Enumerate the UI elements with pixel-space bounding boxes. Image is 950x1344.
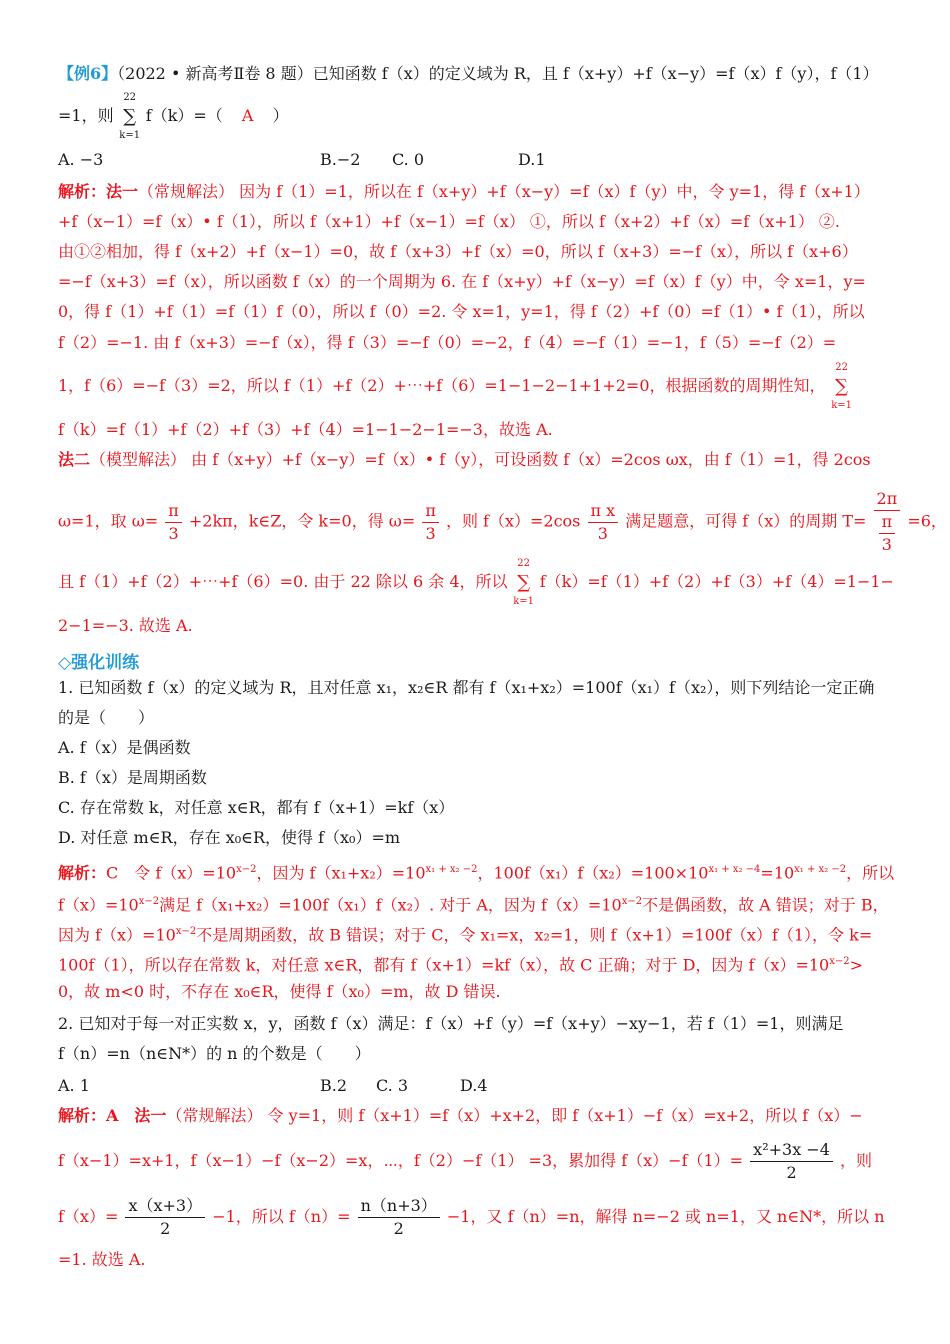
exponent: x−2: [175, 926, 197, 937]
solution-text: f（k）=f（1）+f（2）+f（3）+f（4）=1−1−: [539, 572, 894, 591]
solution-head: 解析：: [58, 863, 107, 883]
exponent: x₁ + x₂ −2: [794, 864, 847, 875]
denominator: 2: [786, 1163, 797, 1182]
solution-text: 不是偶函数，故 A 错误；对于 B，: [642, 895, 889, 915]
solution-text: ，则 f（x）=2cos: [445, 511, 581, 531]
solution-2-line-3: [58, 1190, 885, 1244]
denominator: 3: [597, 523, 608, 543]
option-a: A. 1: [58, 1076, 90, 1095]
fraction-pi-over-3: [165, 500, 182, 545]
numerator: 2π: [874, 488, 901, 511]
exponent: x−2: [829, 956, 850, 967]
solution-text: f（x）=10: [58, 895, 139, 915]
question-1-option-a: A. f（x）是偶函数: [58, 738, 191, 757]
fraction-pix-over-3: [588, 500, 619, 545]
solution-2-line-2: [58, 1134, 872, 1188]
numerator: n（n+3）: [358, 1195, 440, 1218]
question-2-line-2: f（n）=n（n∈N*）的 n 的个数是（ ）: [58, 1044, 371, 1063]
denominator: 2: [160, 1219, 171, 1238]
solution-1-line-3: [58, 920, 872, 947]
question-1-option-c: C. 存在常数 k，对任意 x∈R，都有 f（x+1）=kf（x）: [58, 798, 455, 817]
fraction-period: [874, 488, 901, 556]
example-stem-2a: =1，则: [58, 106, 114, 125]
solution-text: 不是周期函数，故 B 错误；对于 C，令 x₁=x，x₂=1，则 f（x+1）=100f（x）f（1），令 k=: [196, 925, 873, 945]
example-6-line-1: [58, 62, 879, 86]
solution-6-line-11: [58, 557, 894, 607]
summation-symbol: 22 ∑ k=1: [831, 361, 852, 411]
option-c: C. 3: [376, 1076, 409, 1095]
example-6-line-2: [58, 91, 289, 141]
solution-head: 解析：: [58, 1106, 107, 1125]
solution-text: ，因为 f（x₁+x₂）=10: [256, 863, 426, 883]
solution-1-line-4: [58, 950, 863, 977]
sum-upper: 22: [123, 91, 137, 103]
solution-text: （模型解法） 由 f（x+y）+f（x−y）=f（x）• f（y），可设函数 f（x）=2cos ωx，由 f（1）=1，得 2cos: [90, 450, 871, 469]
fraction: [750, 1139, 833, 1184]
exponent: x₁ + x₂ −2: [425, 864, 478, 875]
question-1-option-d: D. 对任意 m∈R，存在 x₀∈R，使得 f（x₀）=m: [58, 828, 401, 847]
question-1-option-b: B. f（x）是周期函数: [58, 768, 207, 787]
sum-lower: k=1: [119, 129, 141, 141]
exponent: x−2: [138, 896, 160, 907]
option-d: D.4: [460, 1076, 488, 1095]
solution-text: +2kπ，k∈Z，令 k=0，得 ω=: [188, 511, 416, 531]
solution-text: ，所以: [846, 863, 895, 883]
solution-text: f（x−1）=x+1，f（x−1）−f（x−2）=x，⋯，f（2）−f（1） =3，累加得 f（x）−f（1）=: [58, 1151, 744, 1170]
numerator: π x: [588, 500, 619, 523]
solution-6-line-3: 由①②相加，得 f（x+2）+f（x−1）=0，故 f（x+3）+f（x）=0，所以 f（x+3）=−f（x），所以 f（x+6）: [58, 242, 858, 261]
option-d: D.1: [518, 150, 546, 169]
solution-text: C 令 f（x）=10: [106, 863, 237, 883]
method-one-label: A 法一: [106, 1106, 167, 1125]
fraction: [358, 1195, 440, 1240]
solution-6-line-12: 2−1=−3. 故选 A.: [58, 616, 193, 635]
denominator: [874, 511, 901, 556]
exponent: x₁ + x₂ −4: [708, 864, 761, 875]
solution-6-line-6: f（2）=−1. 由 f（x+3）=−f（x），得 f（3）=−f（0）=−2，f（4）=−f（1）=−1，f（5）=−f（2）=: [58, 333, 837, 352]
sum-lower: k=1: [513, 595, 535, 607]
example-tag: 【例6】: [58, 64, 118, 83]
option-a: A. −3: [58, 150, 104, 169]
summation-symbol: 22 ∑ k=1: [513, 557, 535, 607]
exponent: x−2: [621, 896, 643, 907]
solution-text: 1，f（6）=−f（3）=2，所以 f（1）+f（2）+⋯+f（6）=1−1−2−1+1+2=0，根据函数的周期性知，: [58, 376, 826, 395]
solution-text: 满足 f（x₁+x₂）=100f（x₁）f（x₂）. 对于 A，因为 f（x）=10: [159, 895, 622, 915]
solution-text: （常规解法） 令 y=1，则 f（x+1）=f（x）+x+2，即 f（x+1）−f（x）=x+2，所以 f（x）−: [166, 1106, 863, 1125]
fraction: [125, 1195, 205, 1240]
solution-text: 因为 f（x）=10: [58, 925, 176, 945]
example-stem-2b: f（k）=（: [145, 106, 223, 125]
example-stem-1: 已知函数 f（x）的定义域为 R，且 f（x+y）+f（x−y）=f（x）f（y），f（1）: [312, 64, 879, 83]
solution-text: −1，又 f（n）=n，解得 n=−2 或 n=1，又 n∈N*，所以 n: [446, 1207, 885, 1226]
method-two-label: 法二: [58, 450, 91, 469]
numerator: π: [879, 511, 896, 534]
solution-6-line-4: =−f（x+3）=f（x），所以函数 f（x）的一个周期为 6. 在 f（x+y）+f（x−y）=f（x）f（y）中，令 x=1，y=: [58, 272, 866, 291]
example-close-paren: ）: [272, 106, 289, 125]
numerator: x²+3x −4: [750, 1139, 833, 1162]
solution-text: =6，: [907, 511, 947, 531]
solution-1-line-2: [58, 890, 889, 917]
numerator: π: [422, 500, 439, 523]
sum-lower: k=1: [831, 399, 852, 411]
solution-text: ω=1，取 ω=: [58, 511, 159, 531]
option-c: C. 0: [392, 150, 425, 169]
solution-text: 100f（1），所以存在常数 k，对任意 x∈R，都有 f（x+1）=kf（x），故 C 正确；对于 D，因为 f（x）=10: [58, 955, 830, 975]
solution-text: 且 f（1）+f（2）+⋯+f（6）=0. 由于 22 除以 6 余 4，所以: [58, 572, 508, 591]
question-2-line-1: 2. 已知对于每一对正实数 x，y，函数 f（x）满足：f（x）+f（y）=f（x+y）−xy−1，若 f（1）=1，则满足: [58, 1014, 844, 1033]
solution-1-line-5: 0，故 m<0 时，不存在 x₀∈R，使得 f（x₀）=m，故 D 错误.: [58, 982, 501, 1001]
solution-6-line-7: [58, 361, 853, 411]
solution-6-line-5: 0，得 f（1）+f（1）=f（1）f（0），所以 f（0）=2. 令 x=1，y=1，得 f（2）+f（0）=f（1）• f（1），所以: [58, 302, 865, 321]
solution-text: =10: [760, 863, 795, 883]
sum-upper: 22: [517, 557, 530, 569]
solution-text: >: [849, 955, 864, 975]
solution-6-line-1: [58, 180, 870, 204]
inner-fraction: [879, 511, 896, 556]
question-1-line-2: 的是（ ）: [58, 708, 155, 727]
denominator: 2: [393, 1219, 404, 1238]
solution-text: −1，所以 f（n）=: [212, 1207, 351, 1226]
exponent: x−2: [236, 864, 257, 875]
solution-6-line-10: [58, 488, 947, 556]
example-source: （2022 • 新高考Ⅱ卷 8 题）: [117, 64, 313, 83]
option-b: B.−2: [320, 150, 361, 169]
solution-text: ，则: [839, 1151, 872, 1170]
denominator: 3: [168, 523, 179, 543]
denominator: 3: [425, 523, 436, 543]
denominator: 3: [881, 535, 892, 554]
solution-6-line-8: f（k）=f（1）+f（2）+f（3）+f（4）=1−1−2−1=−3，故选 A.: [58, 420, 553, 439]
solution-text: f（x）=: [58, 1207, 119, 1226]
example-answer: A: [241, 106, 254, 125]
sum-upper: 22: [835, 361, 848, 373]
solution-text: 满足题意，可得 f（x）的周期 T=: [625, 511, 867, 531]
question-1-line-1: 1. 已知函数 f（x）的定义域为 R，且对任意 x₁，x₂∈R 都有 f（x₁+x₂）=100f（x₁）f（x₂），则下列结论一定正确: [58, 678, 875, 697]
fraction-pi-over-3: [422, 500, 439, 545]
method-one-label: 法一: [106, 182, 139, 201]
numerator: π: [165, 500, 182, 523]
option-b: B.2: [320, 1076, 348, 1095]
solution-1-line-1: [58, 858, 894, 885]
numerator: x（x+3）: [125, 1195, 205, 1218]
solution-text: （常规解法） 因为 f（1）=1，所以在 f（x+y）+f（x−y）=f（x）f（y）中，令 y=1，得 f（x+1）: [138, 182, 870, 201]
solution-text: ，100f（x₁）f（x₂）=100×10: [477, 863, 709, 883]
solution-2-line-1: [58, 1104, 863, 1128]
section-heading: ◇强化训练: [58, 653, 140, 673]
solution-2-line-4: =1. 故选 A.: [58, 1250, 146, 1269]
summation-symbol: 22 ∑ k=1: [119, 91, 141, 141]
solution-6-line-2: +f（x−1）=f（x）• f（1），所以 f（x+1）+f（x−1）=f（x） ①，所以 f（x+2）+f（x）=f（x+1） ②.: [58, 212, 840, 231]
solution-6-line-9: [58, 448, 871, 472]
solution-head: 解析：: [58, 182, 107, 201]
